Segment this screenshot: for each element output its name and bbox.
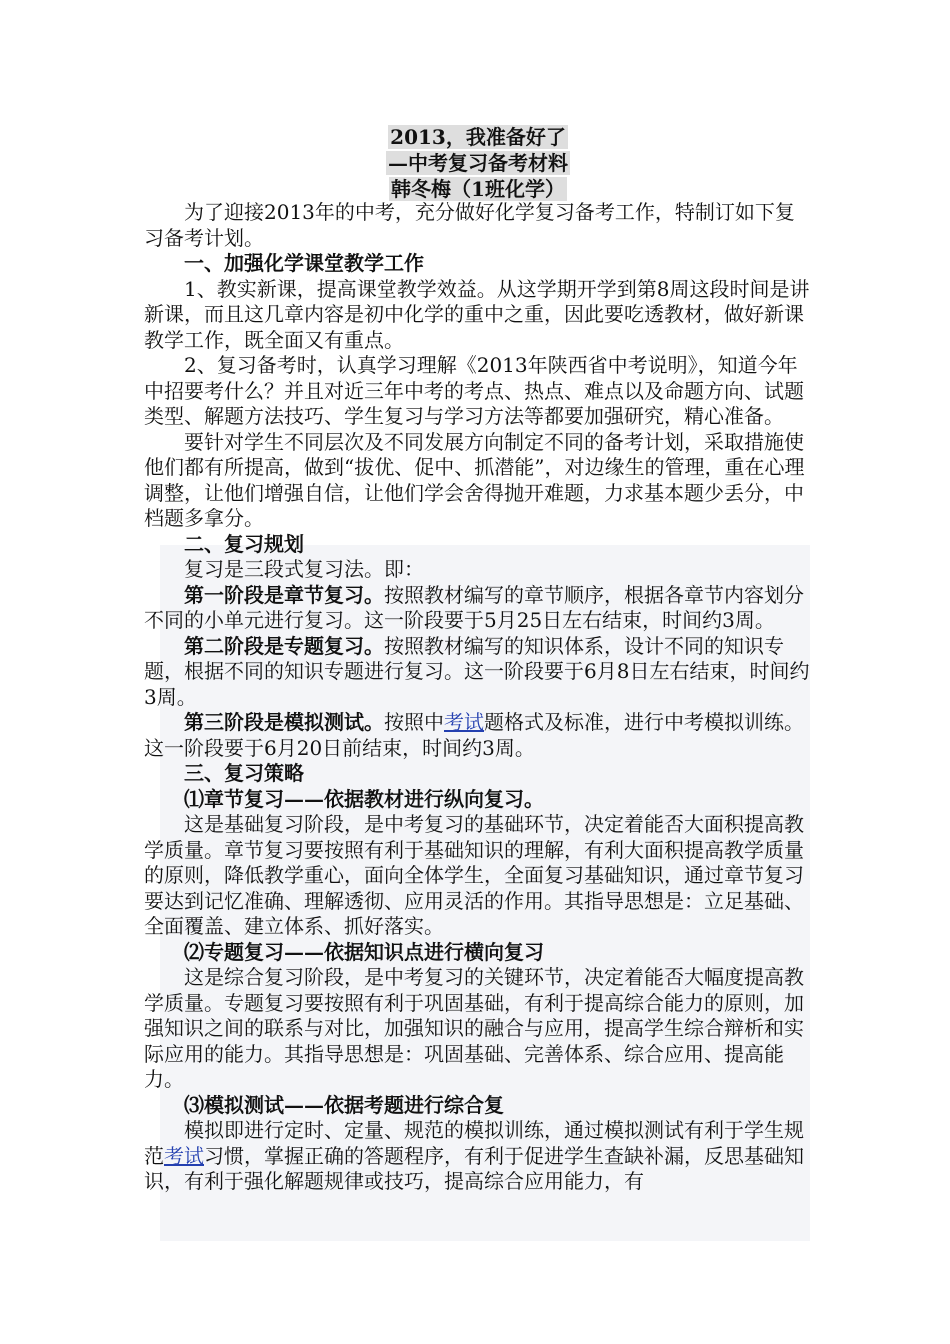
stage2-paragraph — [144, 634, 812, 711]
strategy1-heading: ⑴章节复习——依据教材进行纵向复习。 — [184, 786, 544, 811]
section3-heading: 三、复习策略 — [184, 761, 304, 785]
intro-paragraph: 为了迎接2013年的中考，充分做好化学复习备考工作，特制订如下复习备考计划。 — [144, 200, 795, 250]
strategy2-heading: ⑵专题复习——依据知识点进行横向复习 — [184, 939, 544, 964]
strategy3-heading: ⑶模拟测试——依据考题进行综合复 — [184, 1092, 504, 1117]
stage1-text: 按照教材编写的章节顺序，根据各章节内容划分不同的小单元进行复习。这一阶段要于5月25日左右结束，时间约3周。 — [144, 582, 804, 632]
section1-heading: 一、加强化学课堂教学工作 — [184, 251, 424, 275]
section2-intro: 复习是三段式复习法。即： — [184, 557, 424, 581]
strategy3-text — [144, 1118, 812, 1195]
stage3-label: 第三阶段是模拟测试。 — [184, 710, 384, 734]
strategy1-text: 这是基础复习阶段，是中考复习的基础环节，决定着能否大面积提高教学质量。章节复习要按照有利于基础知识的理解，有利大面积提高教学质量的原则，降低教学重心，面向全体学生，全面复习基础知识，通过章节复习要达到记忆准确、理解透彻、应用灵活的作用。其指导思想是：立足基础、全面覆盖、建立体系、抓好落实。 — [144, 812, 804, 938]
section1-paragraph-2: 2、复习备考时，认真学习理解《2013年陕西省中考说明》，知道今年中招要考什么？并且对近三年中考的考点、热点、难点以及命题方向、试题类型、解题方法技巧、学生复习与学习方法等都要加强研究，精心准备。 — [144, 353, 804, 428]
stage3-text-post: 题格式及标准，进行中考模拟训练。这一阶段要于6月20日前结束，时间约3周。 — [144, 710, 804, 760]
title-line-2: —中考复习备考材料 — [388, 151, 568, 175]
title-line-1: 2013，我准备好了 — [390, 125, 566, 149]
strategy2-text: 这是综合复习阶段，是中考复习的关键环节，决定着能否大幅度提高教学质量。专题复习要按照有利于巩固基础，有利于提高综合能力的原则，加强知识之间的联系与对比，加强知识的融合与应用，提高学生综合辩析和实际应用的能力。其指导思想是：巩固基础、完善体系、综合应用、提高能力。 — [144, 965, 804, 1091]
stage2-text: 按照教材编写的知识体系，设计不同的知识专题，根据不同的知识专题进行复习。这一阶段要于6月8日左右结束，时间约3周。 — [144, 633, 810, 709]
title-author: 韩冬梅（1班化学） — [391, 177, 565, 201]
section1-paragraph-3: 要针对学生不同层次及不同发展方向制定不同的备考计划，采取措施使他们都有所提高，做到“拔优、促中、抓潜能”，对边缘生的管理，重在心理调整，让他们增强自信，让他们学会舍得抛开难题，力求基本题少丢分，中档题多拿分。 — [144, 429, 805, 530]
section2-heading: 二、复习规划 — [184, 531, 304, 556]
stage1-label: 第一阶段是章节复习。 — [184, 582, 384, 607]
document-title — [144, 124, 812, 202]
stage3-paragraph — [144, 710, 812, 761]
section1-paragraph-1: 1、教实新课，提高课堂教学效益。从这学期开学到第8周这段时间是讲新课，而且这几章内容是初中化学的重中之重，因此要吃透教材，做好新课教学工作，既全面又有重点。 — [144, 276, 810, 352]
stage3-text-pre: 按照中 — [384, 710, 444, 734]
stage2-label: 第二阶段是专题复习。 — [184, 633, 384, 658]
strategy3-text-pre: 模拟即进行定时、定量、规范的模拟训练，通过模拟测试有利于学生规范 — [144, 1118, 804, 1168]
document-body — [144, 200, 812, 1195]
stage1-paragraph — [144, 583, 812, 634]
strategy3-text-post: 习惯，掌握正确的答题程序，有利于促进学生查缺补漏，反思基础知识，有利于强化解题规律或技巧，提高综合应用能力，有 — [144, 1143, 804, 1193]
exam-link-2[interactable]: 考试 — [164, 1143, 204, 1168]
exam-link[interactable]: 考试 — [444, 710, 484, 734]
